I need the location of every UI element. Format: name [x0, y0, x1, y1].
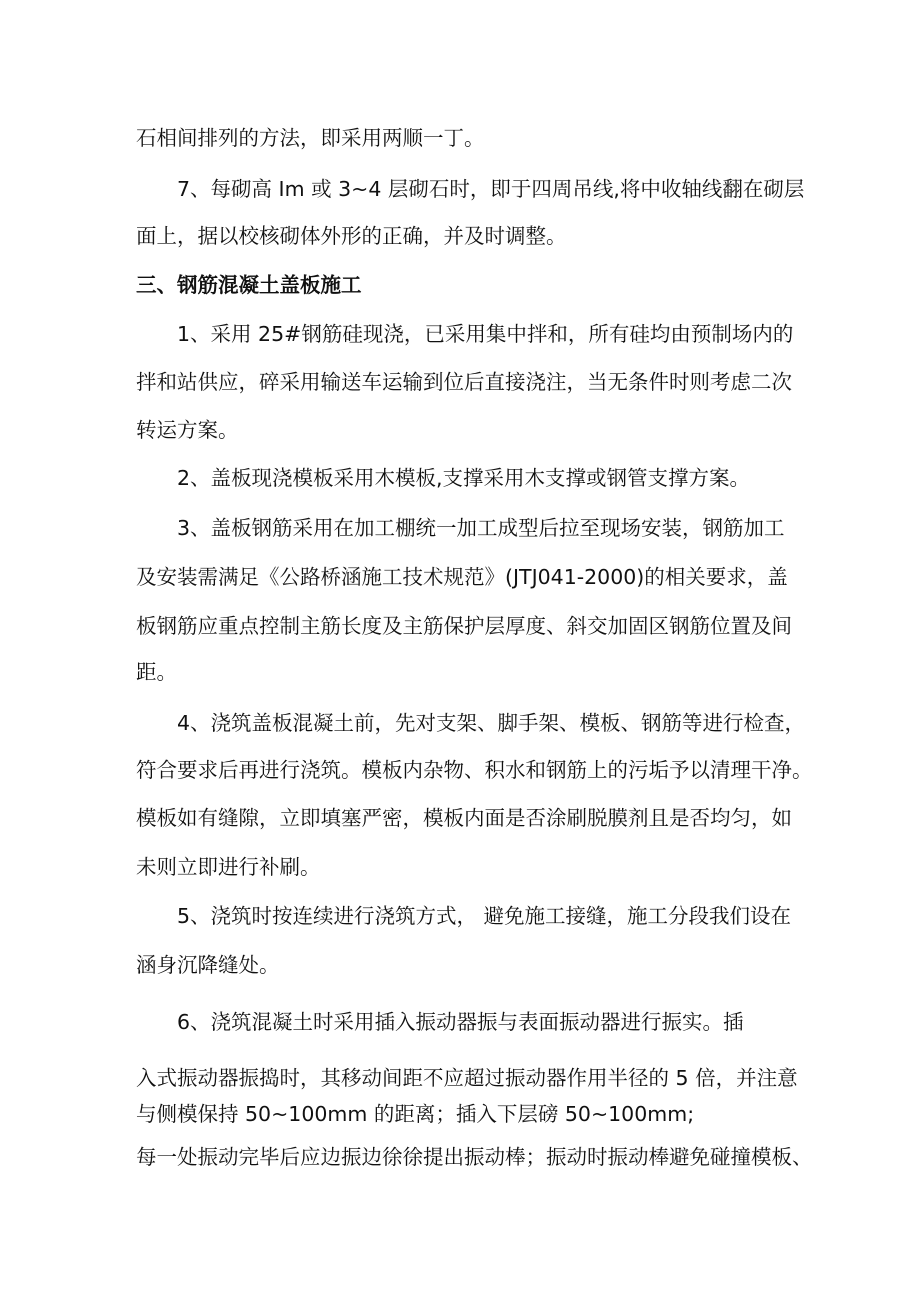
text-line: 入式振动器振捣时，其移动间距不应超过振动器作用半径的 5 倍，并注意 [136, 1066, 798, 1090]
text-line: 板钢筋应重点控制主筋长度及主筋保护层厚度、斜交加固区钢筋位置及间 [136, 614, 792, 638]
text-line: 4、浇筑盖板混凝土前，先对支架、脚手架、模板、钢筋等进行检查， [177, 711, 806, 735]
text-line: 6、浇筑混凝土时采用插入振动器振与表面振动器进行振实。插 [177, 1010, 744, 1034]
text-line: 2、盖板现浇模板采用木模板,支撑采用木支撑或钢管支撑方案。 [177, 466, 751, 490]
text-line: 每一处振动完毕后应边振边徐徐提出振动棒；振动时振动棒避免碰撞模板、 [136, 1145, 813, 1169]
text-line: 5、浇筑时按连续进行浇筑方式， 避免施工接缝，施工分段我们设在 [177, 904, 792, 928]
text-line: 1、采用 25#钢筋硅现浇，已采用集中拌和，所有硅均由预制场内的 [177, 322, 794, 346]
text-line: 转运方案。 [136, 418, 239, 442]
text-line: 模板如有缝隙，立即填塞严密，模板内面是否涂刷脱膜剂且是否均匀，如 [136, 806, 792, 830]
text-line: 7、每砌高 Im 或 3~4 层砌石时，即于四周吊线,将中收轴线翻在砌层 [177, 177, 805, 201]
text-line: 面上，据以校核砌体外形的正确，并及时调整。 [136, 224, 567, 248]
text-line: 3、盖板钢筋采用在加工棚统一加工成型后拉至现场安装，钢筋加工 [177, 516, 785, 540]
text-line: 及安装需满足《公路桥涵施工技术规范》(JTJ041-2000)的相关要求，盖 [136, 565, 788, 589]
section-heading: 三、钢筋混凝土盖板施工 [136, 273, 362, 297]
text-line: 与侧模保持 50~100mm 的距离；插入下层磅 50~100mm; [136, 1102, 695, 1126]
text-line: 石相间排列的方法，即采用两顺一丁。 [136, 126, 485, 150]
text-line: 距。 [136, 660, 177, 684]
text-line: 涵身沉降缝处。 [136, 953, 280, 977]
text-line: 符合要求后再进行浇筑。模板内杂物、积水和钢筋上的污垢予以清理干净。 [136, 758, 813, 782]
text-line: 拌和站供应，碎采用输送车运输到位后直接浇注，当无条件时则考虑二次 [136, 370, 792, 394]
text-line: 未则立即进行补刷。 [136, 855, 321, 879]
